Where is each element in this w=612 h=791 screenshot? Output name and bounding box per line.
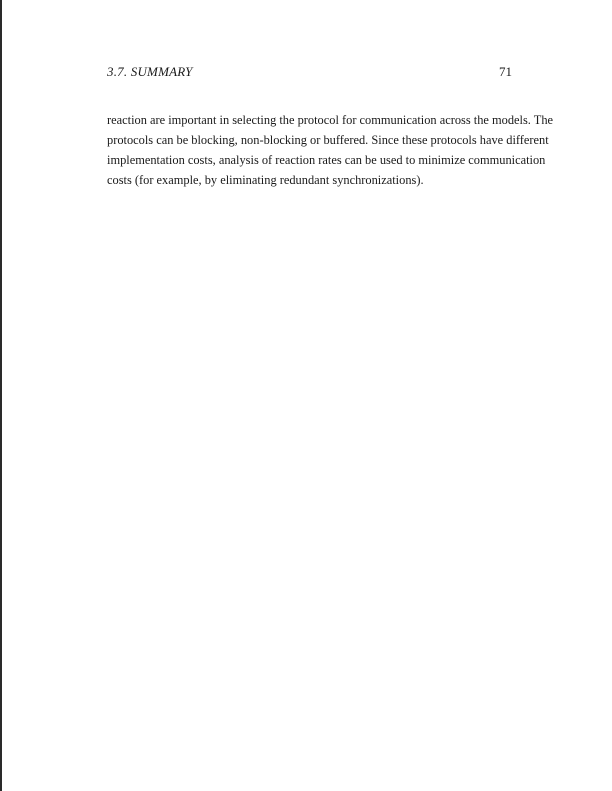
scan-edge <box>0 0 2 791</box>
paragraph-line: protocols can be blocking, non-blocking or buffered. Since these protocols have different <box>107 133 549 147</box>
paragraph-line: reaction are important in selecting the protocol for communication across the models. The <box>107 113 554 127</box>
body-paragraph <box>107 110 554 190</box>
page-number: 71 <box>499 64 512 79</box>
paragraph-line: implementation costs, analysis of reaction rates can be used to minimize communication <box>107 153 546 167</box>
running-head <box>107 64 512 84</box>
paragraph-line: costs (for example, by eliminating redundant synchronizations). <box>107 173 424 187</box>
section-label: 3.7. SUMMARY <box>107 64 193 79</box>
